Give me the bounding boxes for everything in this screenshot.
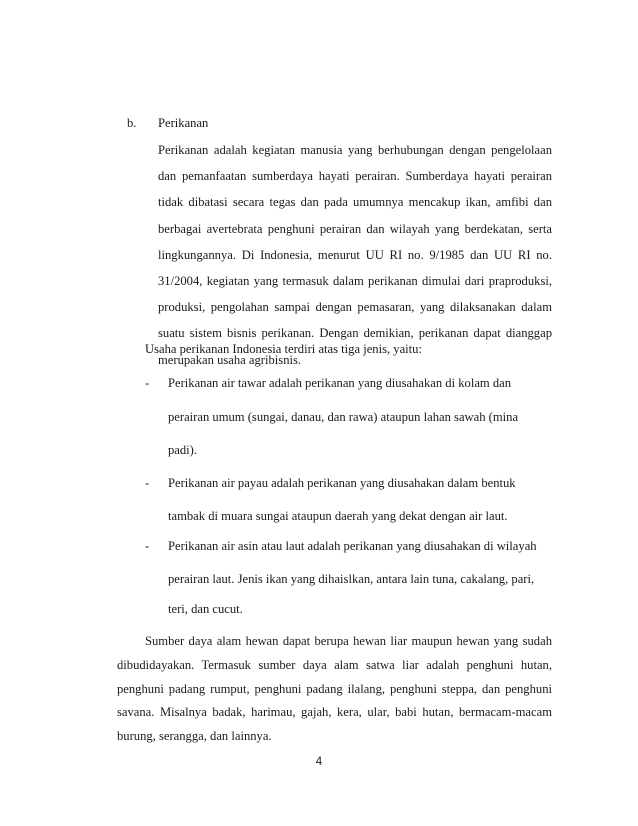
list-item-line: padi). <box>168 443 198 457</box>
paragraph-line: merupakan usaha agribisnis. <box>158 352 302 367</box>
list-intro: Usaha perikanan Indonesia terdiri atas tiga jenis, yaitu: <box>145 342 422 356</box>
list-item-line: Perikanan air payau adalah perikanan yang diusahakan dalam bentuk <box>168 476 516 490</box>
paragraph-line: produksi, pengolahan sampai dengan pemasaran, yang dilaksanakan dalam <box>158 300 552 315</box>
paragraph-line: dan pemanfaatan sumberdaya hayati perairan. Sumberdaya hayati perairan <box>158 169 552 184</box>
list-item-line: teri, dan cucut. <box>168 602 243 616</box>
paragraph-line: lingkungannya. Di Indonesia, menurut UU RI no. 9/1985 dan UU RI no. <box>158 247 552 262</box>
list-item-line: Perikanan air asin atau laut adalah perikanan yang diusahakan di wilayah <box>168 539 537 553</box>
list-item-line: Perikanan air tawar adalah perikanan yang diusahakan di kolam dan <box>168 376 512 390</box>
section-paragraph <box>158 137 552 373</box>
paragraph-line: Sumber daya alam hewan dapat berupa hewan liar maupun hewan yang sudah <box>145 634 552 648</box>
list-item-line: perairan laut. Jenis ikan yang dihaislkan, antara lain tuna, cakalang, pari, <box>168 572 535 586</box>
paragraph-line: suatu sistem bisnis perikanan. Dengan demikian, perikanan dapat dianggap <box>158 326 552 341</box>
section-label: b. <box>127 116 137 130</box>
section-title: Perikanan <box>158 116 209 130</box>
closing-paragraph <box>117 630 552 749</box>
page-number: 4 <box>315 756 323 768</box>
paragraph-line: Perikanan adalah kegiatan manusia yang berhubungan dengan pengelolaan <box>158 143 552 157</box>
paragraph-line: penghuni padang rumput, penghuni padang ilalang, penghuni steppa, dan penghuni <box>117 681 552 696</box>
list-item-line: tambak di muara sungai ataupun daerah yang dekat dengan air laut. <box>168 509 508 523</box>
paragraph-line: burung, serangga, dan lainnya. <box>117 729 272 744</box>
paragraph-line: tidak dibatasi secara tegas dan pada umumnya mencakup ikan, amfibi dan <box>158 195 552 210</box>
paragraph-line: dibudidayakan. Termasuk sumber daya alam satwa liar adalah penghuni hutan, <box>117 657 552 672</box>
list-bullet: - <box>145 476 150 490</box>
paragraph-line: berbagai avertebrata penghuni perairan dan wilayah yang berdekatan, serta <box>158 221 552 236</box>
list-item-line: perairan umum (sungai, danau, dan rawa) ataupun lahan sawah (mina <box>168 410 519 424</box>
paragraph-line: savana. Misalnya badak, harimau, gajah, kera, ular, babi hutan, bermacam-macam <box>117 705 552 720</box>
paragraph-line: 31/2004, kegiatan yang termasuk dalam perikanan dimulai dari praproduksi, <box>158 273 552 288</box>
list-bullet: - <box>145 376 150 390</box>
list-bullet: - <box>145 539 150 553</box>
